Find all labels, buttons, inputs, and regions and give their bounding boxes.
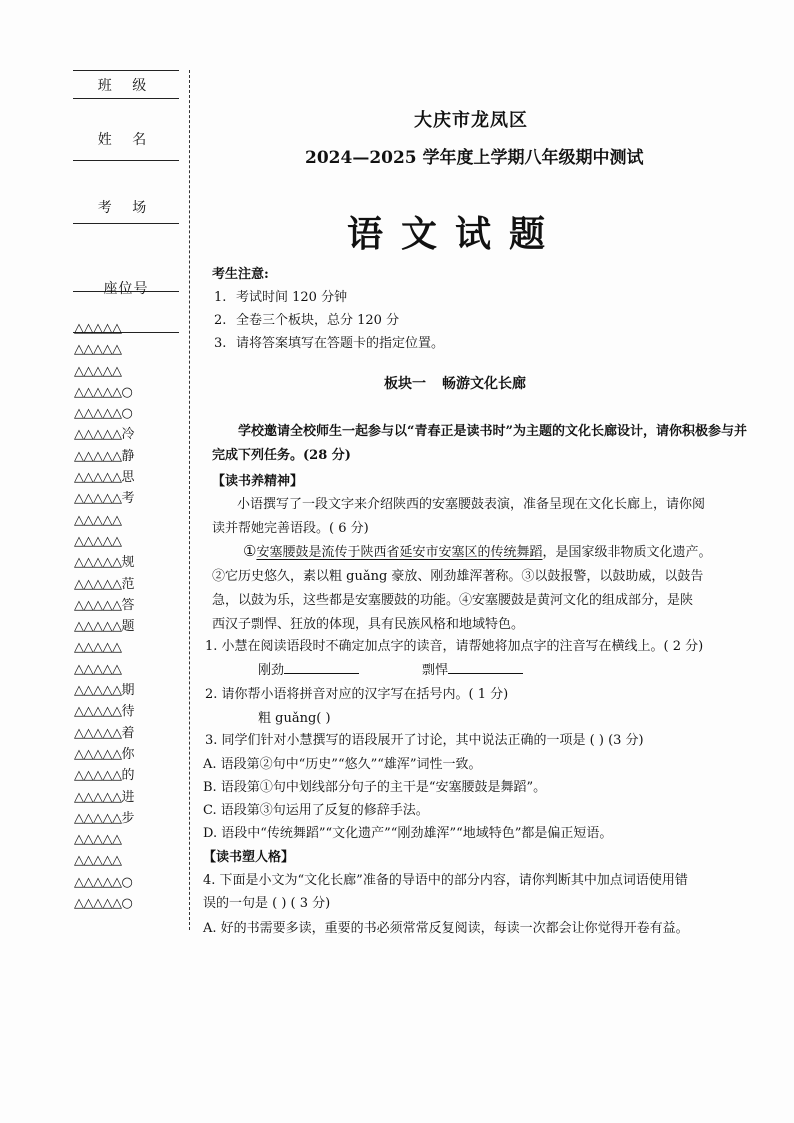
option-d[interactable]: D. 语段中“传统舞蹈”“文化遗产”“刚劲雄浑”“地域特色”都是偏正短语。 xyxy=(203,826,613,841)
lead-text: 读并帮她完善语段。( 6 分) xyxy=(212,521,369,536)
seal-line: △△△△△步 xyxy=(74,810,134,826)
section-intro: 学校邀请全校师生一起参与以“青春正是读书时”为主题的文化长廊设计，请你积极参与并完成下列任务。(28 分) xyxy=(212,424,747,463)
subject-title: 语文试题 xyxy=(347,213,564,255)
seal-line: △△△△△期 xyxy=(74,683,134,699)
question-2: 2. 请你帮小语将拼音对应的汉字写在括号内。( 1 分) xyxy=(205,687,509,702)
seal-line: △△△△△题 xyxy=(74,619,134,635)
notice-item: 2. 全卷三个板块，总分 120 分 xyxy=(214,313,400,328)
seal-line: △△△△△○ xyxy=(74,384,133,400)
question-4: 4. 下面是小文为“文化长廊”准备的导语中的部分内容，请你判断其中加点词语使用错 xyxy=(203,873,688,888)
seal-line: △△△△△ xyxy=(74,342,122,358)
passage-line: ②它历史悠久，素以粗 guǎng 豪放、刚劲雄浑著称。③以鼓报警，以鼓助威，以鼓告 xyxy=(212,569,704,584)
passage-line: ①安塞腰鼓是流传于陕西省延安市安塞区的传统舞蹈，是国家级非物质文化遗产。 xyxy=(243,542,712,560)
lead-text: 小语撰写了一段文字来介绍陕西的安塞腰鼓表演，准备呈现在文化长廊上，请你阅 xyxy=(237,497,706,512)
seal-line: △△△△△着 xyxy=(74,725,134,741)
seal-line: △△△△△○ xyxy=(74,896,133,912)
seal-line: △△△△△答 xyxy=(74,597,134,613)
district-title: 大庆市龙凤区 xyxy=(414,110,528,131)
seal-line: △△△△△规 xyxy=(74,555,134,571)
class-field[interactable] xyxy=(73,71,179,99)
seal-line: △△△△△ xyxy=(74,321,122,336)
class-label: 班 级 xyxy=(97,78,155,94)
seal-line: △△△△△你 xyxy=(74,746,134,762)
answer-blank[interactable] xyxy=(284,661,359,674)
part-heading: 【读书养精神】 xyxy=(212,474,304,489)
seal-line: △△△△△ xyxy=(74,363,122,379)
q2-answer[interactable]: 粗 guǎng( ) xyxy=(258,711,331,726)
option-a[interactable]: A. 语段第②句中“历史”“悠久”“雄浑”词性一致。 xyxy=(203,757,482,772)
option-b[interactable]: B. 语段第①句中划线部分句子的主干是“安塞腰鼓是舞蹈”。 xyxy=(203,780,547,795)
name-label: 姓 名 xyxy=(97,132,155,148)
seal-line: △△△△△冷 xyxy=(74,427,134,443)
part-heading: 【读书塑人格】 xyxy=(203,850,295,865)
seal-line: △△△△△ xyxy=(74,512,122,528)
passage-line: 急，以鼓为乐，这些都是安塞腰鼓的功能。④安塞腰鼓是黄河文化的组成部分，是陕 xyxy=(212,593,694,608)
underlined-sentence: 安塞腰鼓是流传于陕西省延安市安塞区的传统舞蹈 xyxy=(256,545,543,560)
seal-line: △△△△△待 xyxy=(74,704,134,720)
notice-item: 3. 请将答案填写在答题卡的指定位置。 xyxy=(214,336,445,351)
option-a[interactable]: A. 好的书需要多读，重要的书必须常常反复阅读，每读一次都会让你觉得开卷有益。 xyxy=(203,921,689,936)
q1-answer-b: 剽悍 xyxy=(422,659,523,678)
seal-line: △△△△△静 xyxy=(74,448,134,464)
exam-room-field[interactable] xyxy=(73,161,179,224)
seal-line: △△△△△进 xyxy=(74,789,134,805)
seal-line: △△△△△ xyxy=(74,533,122,549)
exam-room-label: 考 场 xyxy=(97,200,155,216)
seal-line: △△△△△○ xyxy=(74,874,133,890)
notice-heading: 考生注意: xyxy=(212,267,269,282)
option-c[interactable]: C. 语段第③句运用了反复的修辞手法。 xyxy=(203,803,429,818)
question-1: 1. 小慧在阅读语段时不确定加点字的读音，请帮她将加点字的注音写在横线上。( 2 分) xyxy=(205,639,704,654)
seat-number-label: 座位号 xyxy=(103,281,149,297)
seal-line: △△△△△考 xyxy=(74,491,134,507)
seal-line: △△△△△ xyxy=(74,661,122,677)
seal-line: △△△△△的 xyxy=(74,768,134,784)
student-info-table xyxy=(73,70,179,333)
seal-line: △△△△△ xyxy=(74,640,122,656)
seal-line-column xyxy=(74,318,184,914)
seal-line: △△△△△思 xyxy=(74,470,134,486)
seal-line: △△△△△范 xyxy=(74,576,134,592)
seal-line: △△△△△ xyxy=(74,832,122,848)
answer-blank[interactable] xyxy=(448,661,523,674)
name-field[interactable] xyxy=(73,99,179,161)
binding-line xyxy=(189,70,190,930)
seal-line: △△△△△○ xyxy=(74,406,133,422)
exam-title: 2024—2025 学年度上学期八年级期中测试 xyxy=(305,148,644,168)
question-3: 3. 同学们针对小慧撰写的语段展开了讨论，其中说法正确的一项是 ( ) (3 分) xyxy=(205,733,644,748)
passage-line: 西汉子剽悍、狂放的体现，具有民族风格和地域特色。 xyxy=(212,617,525,632)
q1-answer-a: 刚劲 xyxy=(258,659,359,678)
question-4-cont: 误的一句是 ( ) ( 3 分) xyxy=(203,896,331,911)
section-title: 板块一 畅游文化长廊 xyxy=(384,376,526,392)
seal-line: △△△△△ xyxy=(74,853,122,869)
notice-item: 1. 考试时间 120 分钟 xyxy=(214,290,348,305)
